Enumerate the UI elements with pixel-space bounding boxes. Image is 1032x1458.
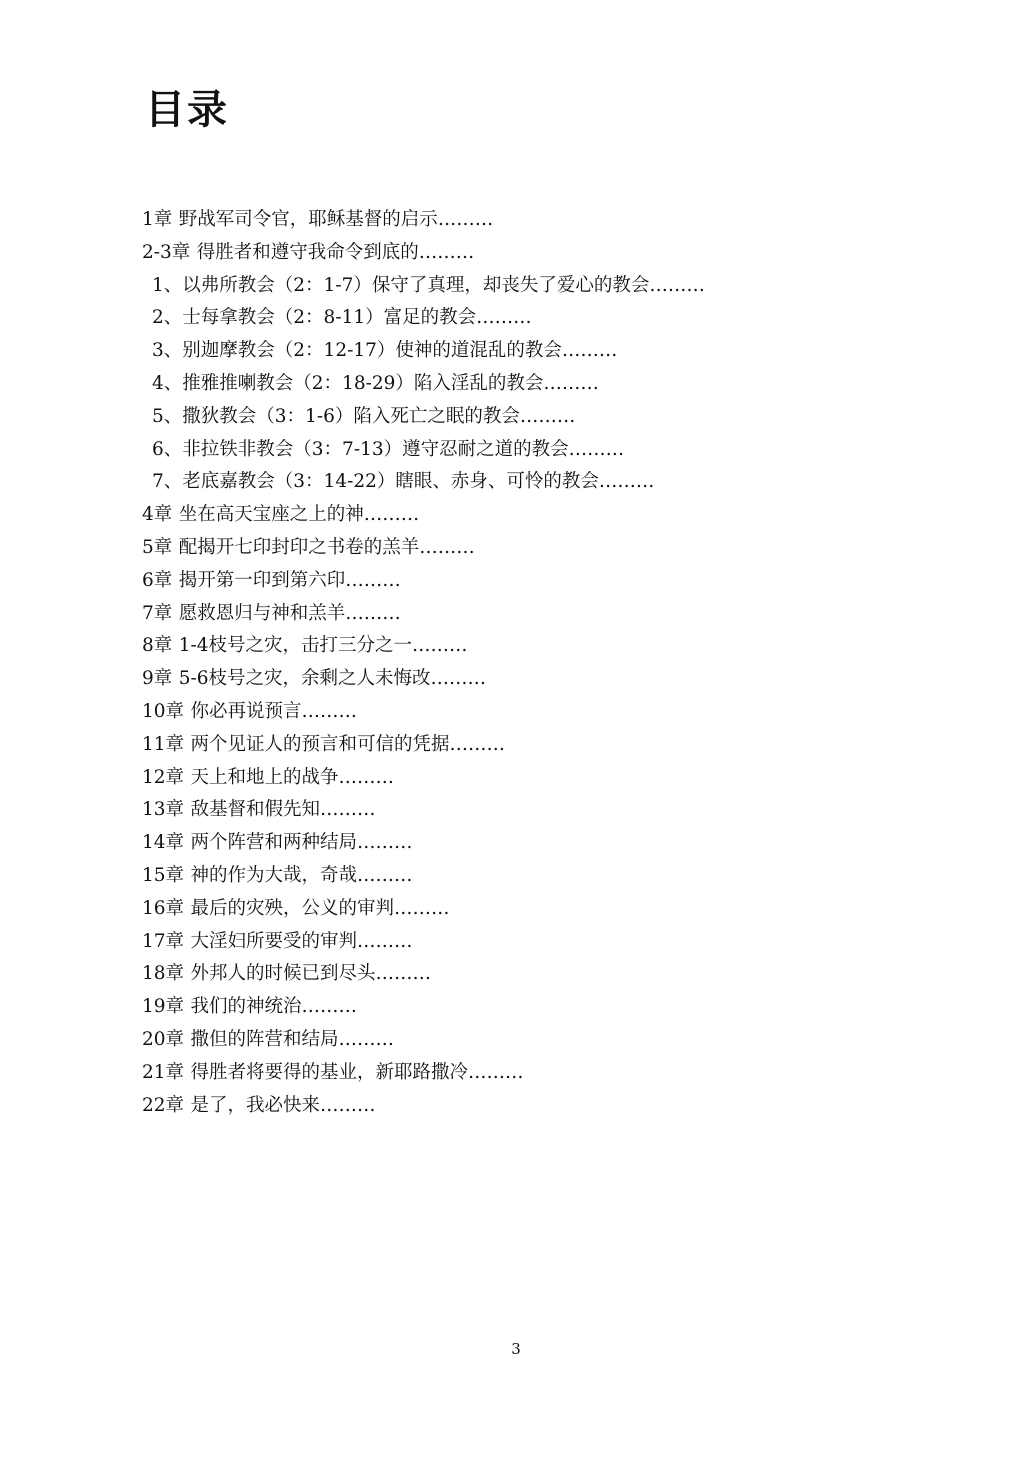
toc-entry-number: 20章: [142, 1028, 185, 1050]
toc-entry-title: 得胜者将要得的基业，新耶路撒冷………: [190, 1061, 524, 1083]
toc-entry-title: 撒但的阵营和结局………: [190, 1028, 395, 1050]
toc-entry-number: 19章: [142, 996, 185, 1018]
toc-entry-number: 7章: [142, 602, 173, 624]
toc-entry-title: 天上和地上的战争………: [190, 766, 395, 788]
toc-entry-number: 2、: [152, 307, 183, 329]
toc-entry[interactable]: [142, 532, 942, 565]
toc-entry-title: 得胜者和遵守我命令到底的………: [196, 241, 475, 263]
toc-subentry[interactable]: [142, 368, 942, 401]
toc-entry-title: 最后的灾殃，公义的审判………: [190, 897, 450, 919]
page-title: 目录: [145, 87, 229, 133]
toc-entry-title: 外邦人的时候已到尽头………: [190, 963, 432, 985]
toc-entry-number: 5、: [152, 405, 183, 427]
toc-entry[interactable]: [142, 794, 942, 827]
toc-entry[interactable]: [142, 598, 942, 631]
toc-entry-title: 坐在高天宝座之上的神………: [178, 504, 420, 526]
toc-entry-number: 15章: [142, 864, 185, 886]
toc-entry-number: 7、: [152, 471, 183, 493]
table-of-contents: [142, 204, 942, 1122]
toc-entry-title: 非拉铁非教会（3：7-13）遵守忍耐之道的教会………: [182, 438, 625, 460]
toc-entry[interactable]: [142, 762, 942, 795]
toc-entry-title: 1-4枝号之灾，击打三分之一………: [178, 635, 468, 657]
toc-entry-number: 22章: [142, 1094, 185, 1116]
toc-entry-title: 推雅推喇教会（2：18-29）陷入淫乱的教会………: [182, 372, 599, 394]
toc-entry-number: 3、: [152, 340, 183, 362]
toc-entry[interactable]: [142, 893, 942, 926]
toc-entry-number: 5章: [142, 536, 173, 558]
toc-entry[interactable]: [142, 860, 942, 893]
toc-entry[interactable]: [142, 926, 942, 959]
toc-subentry[interactable]: [142, 335, 942, 368]
toc-subentry[interactable]: [142, 302, 942, 335]
toc-entry-number: 2-3章: [142, 241, 191, 263]
toc-entry-title: 大淫妇所要受的审判………: [190, 930, 413, 952]
toc-entry-number: 1、: [152, 274, 183, 296]
toc-entry-number: 16章: [142, 897, 185, 919]
toc-entry[interactable]: [142, 958, 942, 991]
toc-entry-title: 两个阵营和两种结局………: [190, 832, 413, 854]
toc-entry-number: 18章: [142, 963, 185, 985]
toc-subentry[interactable]: [142, 270, 942, 303]
toc-entry-number: 6章: [142, 569, 173, 591]
toc-entry-number: 17章: [142, 930, 185, 952]
toc-entry[interactable]: [142, 663, 942, 696]
toc-subentry[interactable]: [142, 434, 942, 467]
toc-entry-title: 揭开第一印到第六印………: [178, 569, 401, 591]
toc-entry[interactable]: [142, 237, 942, 270]
toc-entry-title: 敌基督和假先知………: [190, 799, 376, 821]
toc-entry[interactable]: [142, 630, 942, 663]
toc-entry-number: 21章: [142, 1061, 185, 1083]
toc-entry-number: 13章: [142, 799, 185, 821]
toc-entry-title: 5-6枝号之灾，余剩之人未悔改………: [178, 668, 487, 690]
toc-entry-title: 两个见证人的预言和可信的凭据………: [190, 733, 506, 755]
toc-entry[interactable]: [142, 696, 942, 729]
page-number: 3: [511, 1340, 521, 1358]
toc-entry-number: 4章: [142, 504, 173, 526]
toc-subentry[interactable]: [142, 466, 942, 499]
toc-entry-number: 1章: [142, 209, 173, 230]
toc-entry-title: 撒狄教会（3：1-6）陷入死亡之眠的教会………: [182, 405, 576, 427]
toc-entry-number: 9章: [142, 668, 173, 690]
toc-entry[interactable]: [142, 1057, 942, 1090]
toc-entry-title: 别迦摩教会（2：12-17）使神的道混乱的教会………: [182, 340, 618, 362]
toc-entry-number: 8章: [142, 635, 173, 657]
toc-entry-number: 4、: [152, 372, 183, 394]
toc-entry-number: 12章: [142, 766, 185, 788]
toc-entry[interactable]: [142, 1090, 942, 1123]
toc-entry-number: 10章: [142, 700, 185, 722]
toc-entry[interactable]: [142, 729, 942, 762]
toc-entry-title: 老底嘉教会（3：14-22）瞎眼、赤身、可怜的教会………: [182, 471, 655, 493]
toc-entry-title: 野战军司令官，耶稣基督的启示………: [178, 209, 494, 230]
toc-entry-title: 士每拿教会（2：8-11）富足的教会………: [182, 307, 532, 329]
toc-entry-title: 我们的神统治………: [190, 996, 358, 1018]
toc-entry-title: 是了，我必快来………: [190, 1094, 376, 1116]
toc-entry[interactable]: [142, 1024, 942, 1057]
toc-entry-number: 11章: [142, 733, 185, 755]
toc-entry[interactable]: [142, 991, 942, 1024]
toc-entry[interactable]: [142, 827, 942, 860]
toc-entry[interactable]: [142, 204, 942, 237]
toc-entry-title: 你必再说预言………: [190, 700, 358, 722]
toc-entry-title: 以弗所教会（2：1-7）保守了真理，却丧失了爱心的教会………: [182, 274, 705, 296]
toc-entry[interactable]: [142, 565, 942, 598]
toc-entry-title: 配揭开七印封印之书卷的羔羊………: [178, 536, 475, 558]
toc-entry-title: 愿救恩归与神和羔羊………: [178, 602, 401, 624]
toc-entry-number: 14章: [142, 832, 185, 854]
toc-entry-number: 6、: [152, 438, 183, 460]
toc-subentry[interactable]: [142, 401, 942, 434]
toc-entry[interactable]: [142, 499, 942, 532]
toc-entry-title: 神的作为大哉，奇哉………: [190, 864, 413, 886]
